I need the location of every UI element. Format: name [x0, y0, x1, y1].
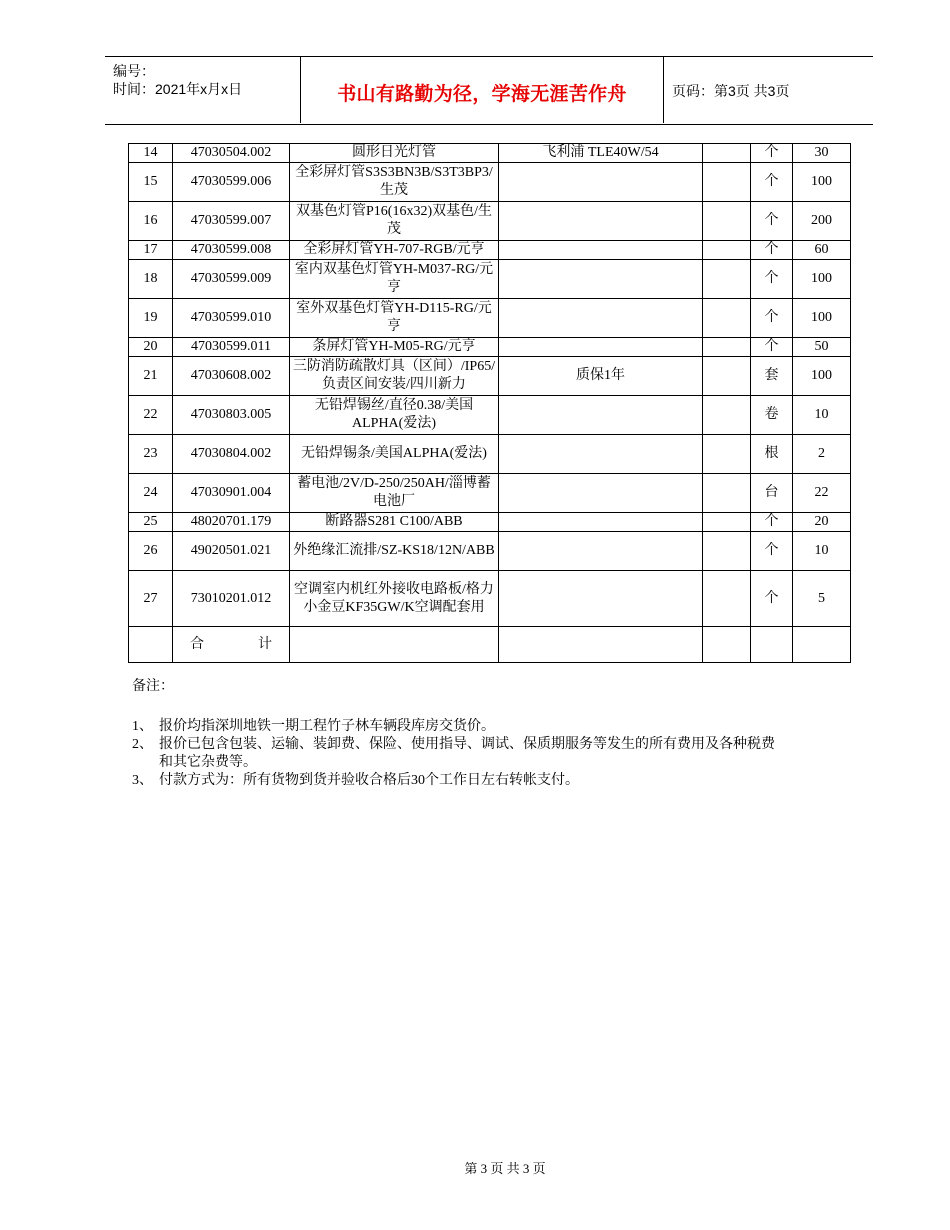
cell-no: 25 — [129, 513, 173, 532]
cell-name: 断路器S281 C100/ABB — [290, 513, 499, 532]
quotation-table — [128, 143, 851, 663]
cell-brand — [499, 338, 703, 357]
cell-code: 47030901.004 — [173, 474, 290, 513]
table-row — [129, 338, 851, 357]
cell-brand — [499, 202, 703, 241]
cell-brand — [499, 260, 703, 299]
cell-brand — [499, 474, 703, 513]
cell-no: 16 — [129, 202, 173, 241]
cell-unit: 个 — [751, 338, 793, 357]
cell-brand — [499, 532, 703, 571]
cell-no: 18 — [129, 260, 173, 299]
header-page-cell — [664, 57, 873, 123]
table-row — [129, 532, 851, 571]
remark-item — [132, 772, 779, 790]
time-label: 时间：2021年x月x日 — [113, 81, 243, 97]
cell-qty: 5 — [793, 571, 851, 627]
cell-blank — [703, 571, 751, 627]
table-row — [129, 202, 851, 241]
cell-unit: 根 — [751, 435, 793, 474]
cell-qty: 100 — [793, 299, 851, 338]
header-motto-cell — [301, 57, 664, 123]
cell-qty: 2 — [793, 435, 851, 474]
serial-label: 编号： — [113, 63, 155, 79]
cell-no: 15 — [129, 163, 173, 202]
cell-no: 23 — [129, 435, 173, 474]
table-body — [129, 144, 851, 663]
cell-no: 19 — [129, 299, 173, 338]
table-row — [129, 299, 851, 338]
table-row — [129, 144, 851, 163]
cell-unit: 个 — [751, 163, 793, 202]
table-row — [129, 396, 851, 435]
remark-number: 2、 — [132, 737, 153, 752]
cell-blank — [499, 627, 703, 663]
remark-text: 报价均指深圳地铁一期工程竹子林车辆段库房交货价。 — [159, 719, 495, 734]
cell-qty: 200 — [793, 202, 851, 241]
cell-code: 73010201.012 — [173, 571, 290, 627]
cell-code: 47030504.002 — [173, 144, 290, 163]
total-row — [129, 627, 851, 663]
cell-brand — [499, 396, 703, 435]
cell-code: 49020501.021 — [173, 532, 290, 571]
cell-qty: 30 — [793, 144, 851, 163]
table-row — [129, 474, 851, 513]
cell-name: 室外双基色灯管YH-D115-RG/元亨 — [290, 299, 499, 338]
cell-qty: 20 — [793, 513, 851, 532]
table-row — [129, 435, 851, 474]
remarks-list — [132, 718, 779, 790]
cell-unit: 卷 — [751, 396, 793, 435]
cell-qty: 60 — [793, 241, 851, 260]
cell-no: 27 — [129, 571, 173, 627]
cell-blank — [703, 338, 751, 357]
cell-blank — [703, 299, 751, 338]
cell-name: 蓄电池/2V/D-250/250AH/淄博蓄电池厂 — [290, 474, 499, 513]
cell-blank — [703, 202, 751, 241]
cell-no: 26 — [129, 532, 173, 571]
remark-number: 3、 — [132, 773, 153, 788]
page-info: 页码：第3页 共3页 — [672, 83, 790, 99]
total-label — [173, 627, 290, 663]
cell-blank — [703, 474, 751, 513]
cell-unit: 个 — [751, 202, 793, 241]
cell-blank — [703, 435, 751, 474]
cell-unit: 个 — [751, 299, 793, 338]
cell-blank — [703, 144, 751, 163]
cell-name: 空调室内机红外接收电路板/格力小金豆KF35GW/K空调配套用 — [290, 571, 499, 627]
remark-item — [132, 736, 779, 772]
remarks-section — [132, 678, 779, 790]
cell-qty: 100 — [793, 357, 851, 396]
cell-code: 47030804.002 — [173, 435, 290, 474]
cell-code: 47030599.007 — [173, 202, 290, 241]
cell-name: 三防消防疏散灯具（区间）/IP65/负责区间安装/四川新力 — [290, 357, 499, 396]
table-row — [129, 241, 851, 260]
cell-unit: 个 — [751, 241, 793, 260]
table-row — [129, 571, 851, 627]
cell-no: 14 — [129, 144, 173, 163]
page-footer: 第 3 页 共 3 页 — [464, 1161, 546, 1176]
cell-no: 22 — [129, 396, 173, 435]
cell-name: 无铅焊锡丝/直径0.38/美国ALPHA(爱法) — [290, 396, 499, 435]
cell-qty: 10 — [793, 532, 851, 571]
cell-blank — [703, 260, 751, 299]
cell-blank — [751, 627, 793, 663]
cell-name: 外绝缘汇流排/SZ-KS18/12N/ABB — [290, 532, 499, 571]
cell-brand — [499, 241, 703, 260]
cell-code: 47030803.005 — [173, 396, 290, 435]
cell-blank — [290, 627, 499, 663]
cell-name: 无铅焊锡条/美国ALPHA(爱法) — [290, 435, 499, 474]
cell-blank — [703, 627, 751, 663]
cell-brand — [499, 299, 703, 338]
cell-code: 47030599.010 — [173, 299, 290, 338]
cell-name: 室内双基色灯管YH-M037-RG/元亨 — [290, 260, 499, 299]
cell-unit: 个 — [751, 532, 793, 571]
cell-code: 47030599.011 — [173, 338, 290, 357]
cell-code: 47030599.006 — [173, 163, 290, 202]
cell-unit: 套 — [751, 357, 793, 396]
cell-qty: 50 — [793, 338, 851, 357]
remarks-title: 备注： — [132, 679, 174, 694]
total-label-b: 计 — [258, 636, 272, 652]
cell-blank — [703, 532, 751, 571]
total-label-a: 合 — [190, 636, 204, 652]
cell-brand — [499, 163, 703, 202]
cell-code: 48020701.179 — [173, 513, 290, 532]
cell-code: 47030599.009 — [173, 260, 290, 299]
header-meta — [105, 57, 301, 123]
cell-name: 全彩屏灯管YH-707-RGB/元亨 — [290, 241, 499, 260]
cell-blank — [703, 163, 751, 202]
cell-brand — [499, 435, 703, 474]
cell-name: 条屏灯管YH-M05-RG/元亨 — [290, 338, 499, 357]
document-header — [105, 56, 873, 125]
remark-number: 1、 — [132, 719, 153, 734]
cell-no: 21 — [129, 357, 173, 396]
cell-blank — [129, 627, 173, 663]
cell-code: 47030608.002 — [173, 357, 290, 396]
table-row — [129, 260, 851, 299]
cell-no: 20 — [129, 338, 173, 357]
cell-unit: 个 — [751, 513, 793, 532]
cell-no: 24 — [129, 474, 173, 513]
cell-no: 17 — [129, 241, 173, 260]
cell-unit: 个 — [751, 571, 793, 627]
remark-item — [132, 718, 779, 736]
table-row — [129, 357, 851, 396]
cell-blank — [793, 627, 851, 663]
cell-unit: 个 — [751, 260, 793, 299]
cell-brand: 质保1年 — [499, 357, 703, 396]
cell-brand — [499, 571, 703, 627]
cell-name: 圆形日光灯管 — [290, 144, 499, 163]
cell-blank — [703, 396, 751, 435]
cell-qty: 22 — [793, 474, 851, 513]
remark-text: 付款方式为：所有货物到货并验收合格后30个工作日左右转帐支付。 — [159, 773, 579, 788]
table-row — [129, 163, 851, 202]
cell-unit: 个 — [751, 144, 793, 163]
cell-blank — [703, 241, 751, 260]
remark-text: 报价已包含包装、运输、装卸费、保险、使用指导、调试、保质期服务等发生的所有费用及各种税费和其它杂费等。 — [159, 737, 775, 770]
cell-brand: 飞利浦 TLE40W/54 — [499, 144, 703, 163]
cell-name: 双基色灯管P16(16x32)双基色/生茂 — [290, 202, 499, 241]
cell-blank — [703, 513, 751, 532]
cell-qty: 100 — [793, 260, 851, 299]
cell-brand — [499, 513, 703, 532]
cell-unit: 台 — [751, 474, 793, 513]
cell-name: 全彩屏灯管S3S3BN3B/S3T3BP3/生茂 — [290, 163, 499, 202]
cell-qty: 100 — [793, 163, 851, 202]
cell-blank — [703, 357, 751, 396]
table-row — [129, 513, 851, 532]
cell-code: 47030599.008 — [173, 241, 290, 260]
cell-qty: 10 — [793, 396, 851, 435]
motto: 书山有路勤为径，学海无涯苦作舟 — [337, 83, 627, 105]
